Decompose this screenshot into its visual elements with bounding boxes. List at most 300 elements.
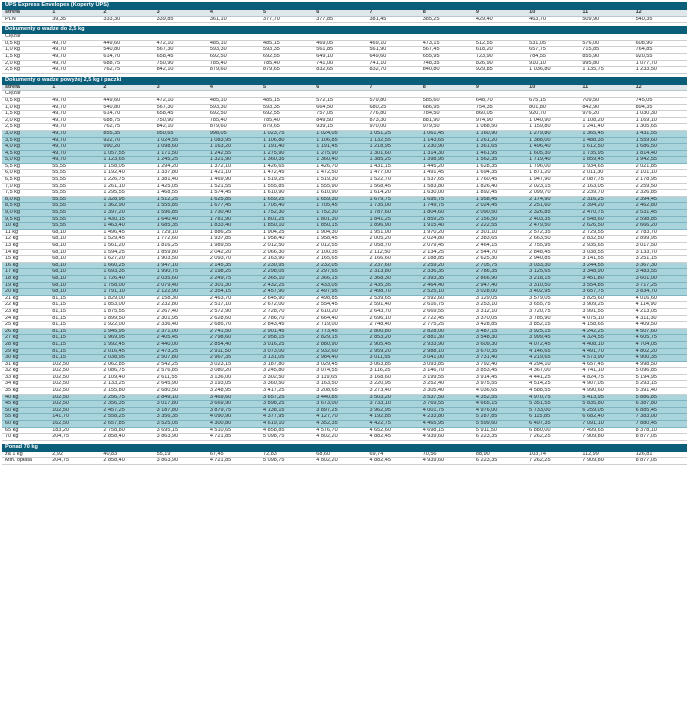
price-cell: 5 351,55	[527, 401, 580, 408]
price-cell: 3 168,60	[367, 374, 420, 381]
price-cell: 1 519,25	[261, 177, 314, 184]
price-cell: 3 879,75	[208, 407, 261, 414]
price-cell: 2 680,50	[155, 388, 208, 395]
price-cell: 3 360,50	[261, 381, 314, 388]
price-cell: 1 241,40	[580, 124, 633, 131]
price-cell: 692,55	[261, 111, 314, 118]
price-cell: 1 061,45	[421, 130, 474, 137]
price-cell: 2 728,70	[261, 308, 314, 315]
price-cell: 1 596,85	[155, 210, 208, 217]
price-cell: 1 562,35	[474, 157, 527, 164]
price-cell: 832,70	[367, 67, 420, 74]
price-cell: 3 863,90	[155, 458, 208, 465]
price-cell: 2 786,70	[261, 315, 314, 322]
price-cell: 2 090,50	[474, 210, 527, 217]
price-cell: 686,95	[421, 104, 474, 111]
price-cell: 2 298,05	[261, 269, 314, 276]
price-cell: 4 409,50	[634, 322, 687, 329]
price-cell: 2 470,75	[580, 210, 633, 217]
weight-cell: 34 kg	[2, 381, 50, 388]
price-cell: 81,15	[50, 328, 101, 335]
envelopes-zone-header	[2, 10, 687, 17]
price-cell: 68,10	[50, 256, 101, 263]
table-row	[2, 394, 687, 401]
parcels-section-title: Dokumenty o wadze powyżej 2,5 kg i paczki	[2, 77, 687, 85]
price-cell: 1 537,65	[421, 177, 474, 184]
price-cell: 3 537,50	[421, 394, 474, 401]
price-cell: 3 548,30	[474, 335, 527, 342]
price-cell: 3 669,90	[208, 401, 261, 408]
price-cell: 1 496,40	[527, 144, 580, 151]
price-cell: 614,70	[101, 111, 154, 118]
price-cell: 2 741,50	[208, 328, 261, 335]
price-cell: 339,85	[155, 16, 208, 23]
price-cell: 4 219,65	[527, 355, 580, 362]
price-cell: 1 163,20	[208, 144, 261, 151]
price-cell: 2 696,10	[367, 315, 420, 322]
price-cell: 2 464,40	[421, 282, 474, 289]
price-cell: 2 222,55	[474, 223, 527, 230]
price-cell: 715,85	[580, 47, 633, 54]
weight-cell: 10 kg	[2, 223, 50, 230]
price-cell: 2 457,90	[261, 289, 314, 296]
price-cell: 658,45	[155, 53, 208, 60]
weight-cell: 1,5 kg	[2, 53, 50, 60]
price-cell: 55,55	[50, 177, 101, 184]
price-cell: 4 311,30	[634, 315, 687, 322]
price-cell: 3 310,50	[527, 282, 580, 289]
price-cell: 1 816,25	[155, 243, 208, 250]
price-cell: 2 058,70	[367, 243, 420, 250]
price-cell: 69,74	[367, 451, 420, 458]
price-cell: 1 555,90	[314, 183, 367, 190]
table-row	[2, 451, 687, 458]
price-cell: 1 397,20	[101, 210, 154, 217]
price-cell: 1 594,25	[101, 249, 154, 256]
table-row	[2, 183, 687, 190]
price-cell: 2 628,60	[208, 315, 261, 322]
price-cell: 1 694,35	[474, 170, 527, 177]
price-cell: 745,05	[634, 97, 687, 104]
price-cell: 4 741,10	[580, 368, 633, 375]
price-cell: 2 239,70	[580, 190, 633, 197]
price-cell: 1 365,45	[580, 130, 633, 137]
zone-number: 10	[527, 10, 580, 17]
price-cell: 81,15	[50, 355, 101, 362]
price-cell: 3 670,35	[474, 348, 527, 355]
table-row	[2, 130, 687, 137]
price-cell: 1 760,45	[474, 177, 527, 184]
price-cell: 1 610,90	[261, 190, 314, 197]
price-cell: 4 441,25	[527, 374, 580, 381]
price-cell: 55,19	[155, 451, 208, 458]
weight-cell: 5,5 kg	[2, 163, 50, 170]
price-cell: 102,50	[50, 368, 101, 375]
price-cell: 540,80	[101, 104, 154, 111]
price-cell: 4 016,60	[634, 295, 687, 302]
zone-number: 1	[50, 84, 101, 91]
price-cell: 1 426,65	[261, 163, 314, 170]
price-cell: 68,10	[50, 236, 101, 243]
price-cell: 1 301,60	[367, 150, 420, 157]
table-row	[2, 249, 687, 256]
price-cell: 1 752,30	[261, 210, 314, 217]
price-cell: 860,05	[474, 111, 527, 118]
price-cell: 593,30	[208, 104, 261, 111]
price-cell: 4 075,10	[580, 315, 633, 322]
price-cell: 2 645,90	[155, 381, 208, 388]
weight-cell: 1,0 kg	[2, 104, 50, 111]
price-cell: 3 717,25	[634, 282, 687, 289]
documents-section	[2, 26, 687, 34]
price-cell: 2 393,35	[421, 275, 474, 282]
price-cell: 2 517,10	[208, 302, 261, 309]
price-cell: 2 669,55	[421, 308, 474, 315]
table-row	[2, 60, 687, 67]
price-cell: 3 245,80	[261, 368, 314, 375]
price-cell: 102,50	[50, 374, 101, 381]
price-cell: 995,80	[580, 60, 633, 67]
price-cell: 55,55	[50, 190, 101, 197]
price-cell: 2 911,50	[208, 348, 261, 355]
price-cell: 2 958,15	[261, 335, 314, 342]
price-cell: 3 367,30	[634, 262, 687, 269]
price-cell: 469,10	[367, 40, 420, 47]
price-cell: 6 497,35	[527, 421, 580, 428]
envelopes-section	[2, 2, 687, 10]
table-row	[2, 137, 687, 144]
price-cell: 2 267,40	[155, 308, 208, 315]
price-cell: 1 160,90	[474, 130, 527, 137]
price-cell: 1 796,00	[527, 163, 580, 170]
price-cell: 1 275,90	[314, 150, 367, 157]
price-cell: 4 704,05	[634, 341, 687, 348]
price-cell: 1 695,75	[421, 196, 474, 203]
price-cell: 1 659,30	[314, 196, 367, 203]
parcels-zone-header	[2, 84, 687, 91]
weight-cell: 9,0 kg	[2, 210, 50, 217]
zone-number: 6	[314, 10, 367, 17]
price-cell: 1 659,25	[261, 196, 314, 203]
price-cell: 1 561,20	[101, 243, 154, 250]
price-table	[2, 2, 687, 465]
price-cell: 2 155,80	[101, 388, 154, 395]
price-cell: 1 108,20	[580, 117, 633, 124]
price-cell: 2 366,15	[314, 275, 367, 282]
price-cell: 3 187,80	[261, 361, 314, 368]
price-cell: 7 091,10	[580, 421, 633, 428]
price-cell: 2 829,15	[314, 335, 367, 342]
price-cell: 614,70	[101, 53, 154, 60]
price-cell: 4 090,90	[208, 414, 261, 421]
table-row	[2, 335, 687, 342]
price-cell: 4 352,55	[474, 394, 527, 401]
price-cell: 141,70	[50, 414, 101, 421]
price-cell: 4 242,25	[580, 328, 633, 335]
price-cell: 2 905,45	[367, 341, 420, 348]
weight-cell: 8,5 kg	[2, 203, 50, 210]
table-row	[2, 341, 687, 348]
table-row	[2, 421, 687, 428]
price-cell: 2 722,45	[421, 315, 474, 322]
price-cell: 1 958,40	[261, 236, 314, 243]
price-cell: 4 907,05	[580, 381, 633, 388]
price-cell: 2 832,50	[580, 236, 633, 243]
price-cell: 1 469,90	[208, 177, 261, 184]
price-cell: 3 975,55	[474, 381, 527, 388]
price-cell: 2 099,70	[527, 190, 580, 197]
price-cell: 102,50	[50, 388, 101, 395]
price-cell: 5 911,50	[474, 427, 527, 434]
table-row	[2, 196, 687, 203]
price-cell: 3 999,45	[527, 335, 580, 342]
price-cell: 4 510,65	[208, 427, 261, 434]
zone-number: 7	[367, 84, 420, 91]
price-cell: 3 193,05	[208, 381, 261, 388]
price-cell: 2 297,65	[314, 269, 367, 276]
price-cell: 3 428,85	[474, 322, 527, 329]
price-cell: 2 256,75	[101, 394, 154, 401]
price-cell: 55,55	[50, 203, 101, 210]
price-cell: 2 719,00	[314, 322, 367, 329]
weight-cell: 19 kg	[2, 282, 50, 289]
weight-cell: 13 kg	[2, 243, 50, 250]
price-cell: 3 792,40	[474, 361, 527, 368]
price-cell: 3 011,55	[367, 355, 420, 362]
price-cell: 68,10	[50, 249, 101, 256]
price-cell: 3 962,95	[367, 407, 420, 414]
table-row	[2, 282, 687, 289]
price-cell: 1 261,10	[101, 183, 154, 190]
price-cell: 2 464,15	[474, 243, 527, 250]
price-cell: 3 028,00	[474, 289, 527, 296]
price-cell: 1 106,85	[314, 137, 367, 144]
price-cell: 3 852,15	[527, 322, 580, 329]
price-cell: 974,90	[474, 117, 527, 124]
price-cell: 4 939,60	[421, 434, 474, 441]
price-cell: 2 657,85	[101, 421, 154, 428]
price-cell: 1 083,95	[208, 137, 261, 144]
price-cell: 2 984,40	[314, 355, 367, 362]
table-row	[2, 163, 687, 170]
price-cell: 664,50	[314, 104, 367, 111]
price-cell: 7 880,45	[634, 421, 687, 428]
price-cell: 2 301,30	[208, 282, 261, 289]
price-cell: 3 579,05	[527, 295, 580, 302]
price-cell: 2 947,40	[474, 282, 527, 289]
price-cell: 3 080,20	[208, 368, 261, 375]
price-cell: 1 850,15	[314, 223, 367, 230]
price-cell: 561,90	[367, 47, 420, 54]
price-cell: 2 313,80	[367, 269, 420, 276]
price-cell: 49,70	[50, 157, 101, 164]
price-cell: 576,00	[580, 40, 633, 47]
price-cell: 1 521,55	[208, 183, 261, 190]
price-cell: 1 640,40	[155, 216, 208, 223]
price-cell: 1 992,45	[101, 341, 154, 348]
price-cell: 3 440,85	[314, 394, 367, 401]
price-cell: 5 194,95	[634, 374, 687, 381]
price-cell: 472,10	[155, 40, 208, 47]
price-cell: 1 610,90	[314, 190, 367, 197]
price-cell: 2 539,65	[367, 295, 420, 302]
price-cell: 1 915,40	[421, 223, 474, 230]
price-cell: 3 305,40	[421, 388, 474, 395]
table-row	[2, 144, 687, 151]
price-cell: 2 685,70	[208, 322, 261, 329]
price-cell: 3 897,25	[314, 407, 367, 414]
price-cell: 4 138,15	[261, 407, 314, 414]
price-cell: 1 388,00	[527, 137, 580, 144]
price-cell: 49,70	[50, 117, 101, 124]
price-cell: 102,50	[50, 407, 101, 414]
price-cell: 4 213,05	[634, 308, 687, 315]
price-cell: 2 232,05	[314, 262, 367, 269]
price-cell: 49,70	[50, 47, 101, 54]
price-cell: 49,70	[50, 97, 101, 104]
price-cell: 2 645,90	[261, 295, 314, 302]
price-cell: 1 934,65	[580, 163, 633, 170]
price-cell: 3 038,55	[580, 249, 633, 256]
weight-cell: 4,5 kg	[2, 150, 50, 157]
price-cell: 1 583,80	[421, 183, 474, 190]
price-cell: 3 731,40	[474, 355, 527, 362]
price-cell: 5 391,40	[634, 388, 687, 395]
weight-cell: 35 kg	[2, 388, 50, 395]
price-cell: 8 378,10	[634, 427, 687, 434]
price-cell: 2 592,60	[421, 295, 474, 302]
price-cell: 2 783,70	[634, 229, 687, 236]
price-cell: 88,90	[474, 451, 527, 458]
price-cell: 4 465,95	[421, 421, 474, 428]
price-cell: 4 976,00	[474, 407, 527, 414]
price-cell: 485,10	[208, 40, 261, 47]
price-cell: 1 958,45	[314, 236, 367, 243]
price-cell: 2 174,90	[527, 196, 580, 203]
price-cell: 6 223,35	[474, 434, 527, 441]
price-cell: 1 233,50	[634, 67, 687, 74]
price-cell: 2 178,95	[634, 177, 687, 184]
price-cell: 1 421,10	[208, 170, 261, 177]
over70-section-title: Ponad 70 kg	[2, 444, 687, 452]
price-cell: 2 405,45	[155, 335, 208, 342]
price-cell: 784,55	[527, 53, 580, 60]
price-cell: 1 472,45	[261, 170, 314, 177]
table-row	[2, 434, 687, 441]
table-row	[2, 374, 687, 381]
weight-cell: 6,0 kg	[2, 170, 50, 177]
price-cell: 72,83	[261, 451, 314, 458]
price-cell: 2 440,00	[155, 341, 208, 348]
price-cell: 1 801,30	[314, 216, 367, 223]
table-row	[2, 53, 687, 60]
price-cell: 1 512,25	[155, 196, 208, 203]
price-cell: 3 125,65	[527, 269, 580, 276]
price-cell: 658,45	[155, 111, 208, 118]
price-cell: 3 187,80	[155, 407, 208, 414]
price-cell: 2 134,25	[421, 249, 474, 256]
price-cell: 2 198,25	[208, 269, 261, 276]
price-cell: 1 305,65	[634, 124, 687, 131]
price-cell: 2 251,60	[527, 203, 580, 210]
table-row	[2, 414, 687, 421]
price-cell: 49,70	[50, 111, 101, 118]
weight-cell: 20 kg	[2, 289, 50, 296]
price-cell: 3 302,50	[261, 374, 314, 381]
price-cell: 1 279,80	[527, 130, 580, 137]
price-cell: 55,55	[50, 210, 101, 217]
price-cell: 3 116,25	[367, 368, 420, 375]
price-cell: 1 218,95	[367, 144, 420, 151]
price-cell: 4 127,70	[314, 414, 367, 421]
price-cell: 1 804,60	[421, 210, 474, 217]
price-cell: 1 628,35	[474, 163, 527, 170]
price-cell: 741,10	[367, 60, 420, 67]
price-cell: 3 834,70	[634, 289, 687, 296]
price-cell: 6 223,35	[474, 458, 527, 465]
price-cell: 572,15	[314, 97, 367, 104]
weight-cell: 11 kg	[2, 229, 50, 236]
price-cell: 1 719,40	[527, 157, 580, 164]
price-cell: 2 854,40	[208, 341, 261, 348]
price-cell: 1 192,40	[101, 170, 154, 177]
price-cell: 2 858,40	[101, 458, 154, 465]
price-cell: 3 483,55	[634, 269, 687, 276]
weight-cell: 2,5 kg	[2, 67, 50, 74]
weight-cell: 40 kg	[2, 394, 50, 401]
price-cell: 1 942,55	[634, 157, 687, 164]
price-cell: 4 158,65	[580, 322, 633, 329]
price-cell: 7 499,65	[580, 427, 633, 434]
price-cell: 1 158,05	[101, 163, 154, 170]
weight-cell: 7,0 kg	[2, 183, 50, 190]
price-cell: 741,00	[314, 60, 367, 67]
weight-cell: 3,0 kg	[2, 130, 50, 137]
price-cell: 2 933,90	[421, 341, 474, 348]
price-cell: 81,15	[50, 308, 101, 315]
price-cell: 1 522,70	[367, 177, 420, 184]
table-row	[2, 381, 687, 388]
price-cell: 1 242,55	[208, 150, 261, 157]
price-cell: 3 554,85	[580, 282, 633, 289]
zone-number: 4	[208, 10, 261, 17]
price-cell: 832,65	[314, 67, 367, 74]
price-cell: 540,35	[634, 16, 687, 23]
price-cell: 49,70	[50, 124, 101, 131]
envelopes-section-title: UPS Express Envelopes (Koperty UPS)	[2, 2, 687, 10]
table-row	[2, 97, 687, 104]
zone-number: 9	[474, 10, 527, 17]
price-cell: 2 326,85	[634, 190, 687, 197]
price-cell: 377,70	[261, 16, 314, 23]
price-cell: 1 989,55	[208, 243, 261, 250]
price-cell: 4 721,85	[208, 458, 261, 465]
price-cell: 1 381,40	[155, 177, 208, 184]
price-cell: 2 880,90	[314, 341, 367, 348]
price-cell: 1 829,00	[101, 295, 154, 302]
weight-cell: 45 kg	[2, 401, 50, 408]
zone-label: strefa	[2, 84, 50, 91]
price-cell: 881,90	[421, 117, 474, 124]
weight-cell: 9,5 kg	[2, 216, 50, 223]
price-cell: 2 843,45	[261, 322, 314, 329]
price-cell: 826,90	[474, 60, 527, 67]
price-cell: 49,70	[50, 137, 101, 144]
price-cell: 1 461,95	[474, 150, 527, 157]
weight-cell: 1,5 kg	[2, 111, 50, 118]
price-cell: 1 749,75	[421, 203, 474, 210]
price-cell: 2 005,20	[367, 236, 420, 243]
